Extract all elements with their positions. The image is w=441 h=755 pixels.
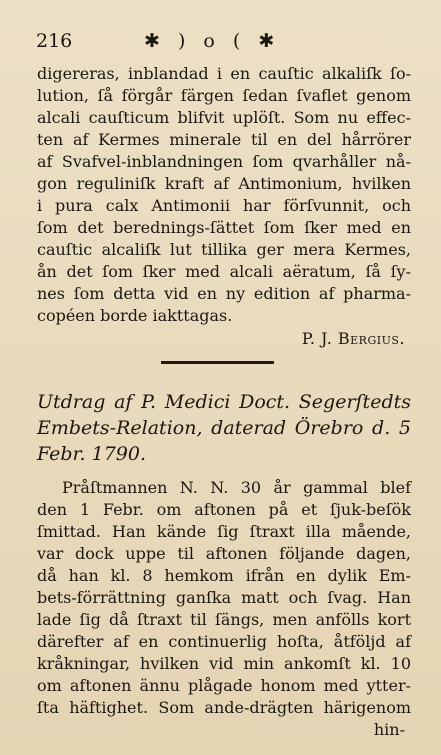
text-line: lution, ſå förgår färgen ſedan ſvaflet genom bbox=[37, 86, 411, 105]
text-line: alcali cauſticum blifvit uplöſt. Som nu effec- bbox=[37, 108, 411, 127]
text-line: var dock uppe til aftonen följande dagen, bbox=[37, 544, 411, 563]
article-title-line: Utdrag af P. Medici Doct. Segerſtedts bbox=[37, 391, 411, 413]
text-line: gon reguliniſk kraft af Antimonium, hvilken bbox=[37, 174, 411, 193]
text-line: bets-förrättning ganſka matt och ſvag. Han bbox=[37, 588, 411, 607]
page-header bbox=[36, 30, 413, 56]
text-line: ten af Kermes minerale til en del hårrörer bbox=[37, 130, 411, 149]
text-line: den 1 Febr. om aftonen på et ſjuk-beſök bbox=[37, 500, 411, 519]
text-line: Pråſtmannen N. N. 30 år gammal blef bbox=[62, 478, 411, 497]
page-number: 216 bbox=[36, 30, 73, 52]
article-title-line: Febr. 1790. bbox=[37, 443, 147, 465]
text-line: ån det ſom ſker med alcali aëratum, ſå ſy- bbox=[37, 262, 411, 281]
running-head-ornament: ✱ ) o ( ✱ bbox=[144, 30, 281, 52]
author-signature: P. J. Bergius. bbox=[301, 329, 405, 348]
text-line: lade ſig då ſtraxt til ſängs, men anfölls kort bbox=[37, 610, 411, 629]
article-title-line: Embets-Relation, daterad Örebro d. 5 bbox=[37, 417, 411, 439]
text-line: i pura calx Antimonii har förſvunnit, och bbox=[37, 196, 411, 215]
text-line: af Svafvel-inblandningen ſom qvarhåller nå- bbox=[37, 152, 411, 171]
text-line: digereras, inblandad i en cauſtic alkaliſk ſo- bbox=[37, 64, 411, 83]
text-line: därefter af en continuerlig hoſta, åtföljd af bbox=[37, 632, 411, 651]
text-line: ſmittad. Han kände ſig ſtraxt illa mående, bbox=[37, 522, 411, 541]
text-line: cauſtic alcaliſk lut tillika ger mera Kermes, bbox=[37, 240, 411, 259]
text-line: då han kl. 8 hemkom ifrån en dylik Em- bbox=[37, 566, 411, 585]
text-line: nes ſom detta vid en ny edition af pharma- bbox=[37, 284, 411, 303]
text-line: ſta häftighet. Som ande-drägten härigenom bbox=[37, 698, 411, 717]
section-divider bbox=[161, 361, 274, 364]
text-line: kråkningar, hvilken vid min ankomſt kl. 10 bbox=[37, 654, 411, 673]
text-line: om aftonen ännu plågade honom med ytter- bbox=[37, 676, 411, 695]
text-line: copéen borde iakttagas. bbox=[37, 306, 233, 325]
text-line: ſom det berednings-ſättet ſom ſker med en bbox=[37, 218, 411, 237]
catchword: hin- bbox=[373, 720, 405, 739]
